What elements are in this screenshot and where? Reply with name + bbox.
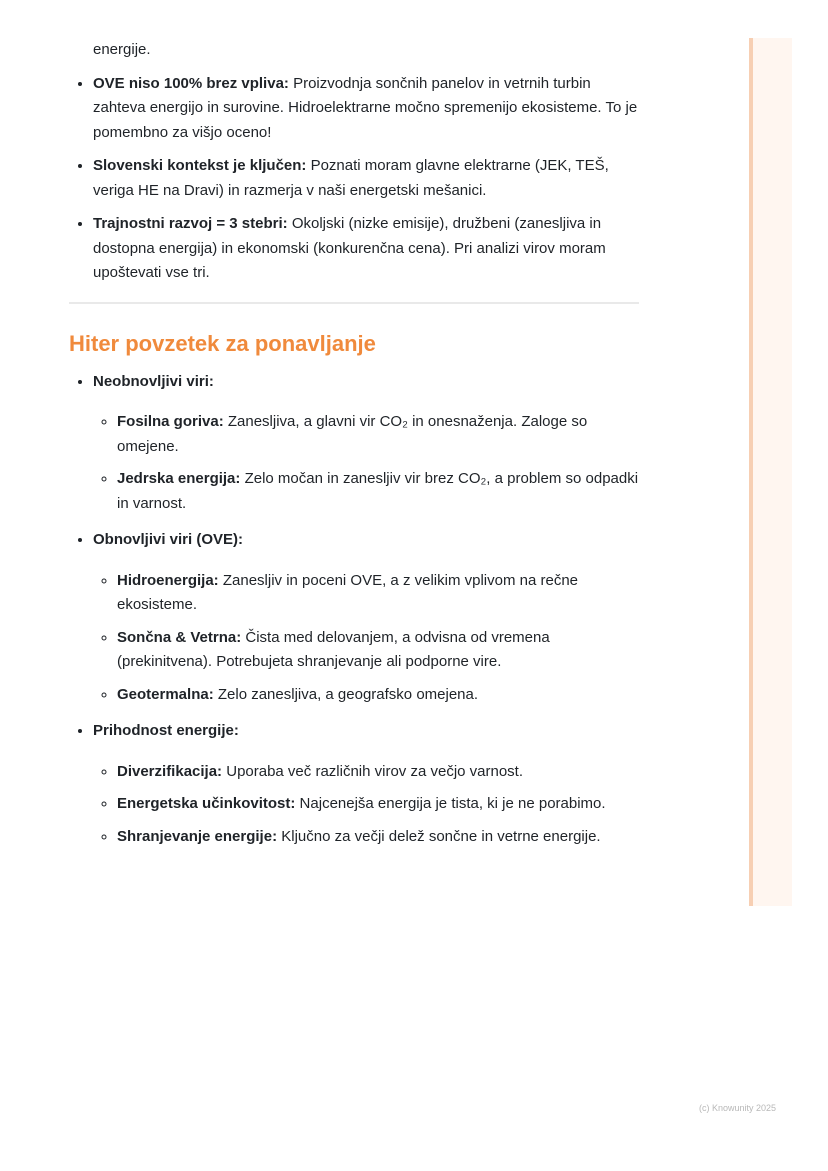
item-term: Hidroenergija: — [117, 571, 219, 589]
item-text: Čista med delovanjem, a odvisna od vremena (prekinitvena). Potrebujeta shranjevanje ali podporne vire. — [117, 628, 550, 670]
group-heading: • Obnovljivi viri (OVE): — [93, 531, 244, 548]
summary-heading: Hiter povzetek za ponavljanje — [69, 330, 376, 356]
summary-list — [69, 370, 639, 850]
summary-item — [117, 792, 639, 817]
section-divider — [69, 302, 639, 304]
document-body — [69, 38, 639, 861]
note-text: Poznati moram glavne elektrarne (JEK, TEŠ, veriga HE na Dravi) in razmerja v naši energetski mešanici. — [93, 157, 609, 199]
item-term: Sončna & Vetrna: — [117, 628, 242, 646]
note-text: Okoljski (nizke emisije), družbeni (zanesljiva in dostopna energija) in ekonomski (konkurenčna cena). Pri analizi virov moram upoštevati vse tri. — [93, 215, 606, 281]
summary-item — [117, 569, 639, 618]
summary-group — [93, 719, 639, 849]
item-term: Fosilna goriva: — [117, 413, 224, 430]
summary-item — [117, 410, 639, 459]
group-heading: • Neobnovljivi viri: — [93, 372, 214, 390]
note-term: Trajnostni razvoj = 3 stebri: — [93, 215, 288, 232]
note-item — [93, 211, 639, 286]
copyright-footer: (c) Knowunity 2025 — [698, 1103, 776, 1113]
group-items — [93, 410, 639, 516]
summary-group — [93, 528, 639, 707]
continued-text: energije. — [93, 41, 151, 58]
summary-item — [117, 825, 639, 850]
item-text: Ključno za večji delež sončne in vetrne energije. — [277, 827, 601, 845]
note-text: Proizvodnja sončnih panelov in vetrnih turbin zahteva energijo in surovine. Hidroelektrarne močno spremenijo ekosisteme. To je pomembno za višjo oceno! — [93, 74, 638, 141]
summary-item — [117, 467, 639, 516]
note-item — [93, 153, 639, 203]
item-text: Zanesljiva, a glavni vir CO₂ in onesnaženja. Zaloge so omejene. — [117, 413, 588, 455]
group-items — [93, 760, 639, 850]
item-term: Shranjevanje energije: — [117, 827, 278, 845]
note-item — [93, 71, 639, 146]
item-text: Zanesljiv in poceni OVE, a z velikim vplivom na rečne ekosisteme. — [117, 571, 578, 613]
item-text: Zelo močan in zanesljiv vir brez CO₂, a problem so odpadki in varnost. — [117, 470, 639, 512]
item-term: Jedrska energija: — [117, 470, 241, 487]
item-term: Diverzifikacija: — [117, 762, 223, 780]
summary-item — [117, 683, 639, 708]
item-term: Energetska učinkovitost: — [117, 795, 296, 812]
item-text: Uporaba več različnih virov za večjo varnost. — [222, 762, 524, 780]
notes-list — [69, 71, 639, 286]
note-term: Slovenski kontekst je ključen: — [93, 157, 307, 174]
group-items — [93, 569, 639, 708]
item-text: Najcenejša energija je tista, ki je ne porabimo. — [295, 795, 606, 812]
summary-group — [93, 370, 639, 517]
item-term: Geotermalna: — [117, 685, 214, 703]
item-text: Zelo zanesljiva, a geografsko omejena. — [213, 685, 479, 703]
note-term: OVE niso 100% brez vpliva: — [93, 74, 289, 92]
summary-item — [117, 760, 639, 785]
side-margin-panel — [749, 38, 792, 906]
group-heading: • Prihodnost energije: — [93, 722, 239, 739]
summary-item — [117, 626, 639, 675]
